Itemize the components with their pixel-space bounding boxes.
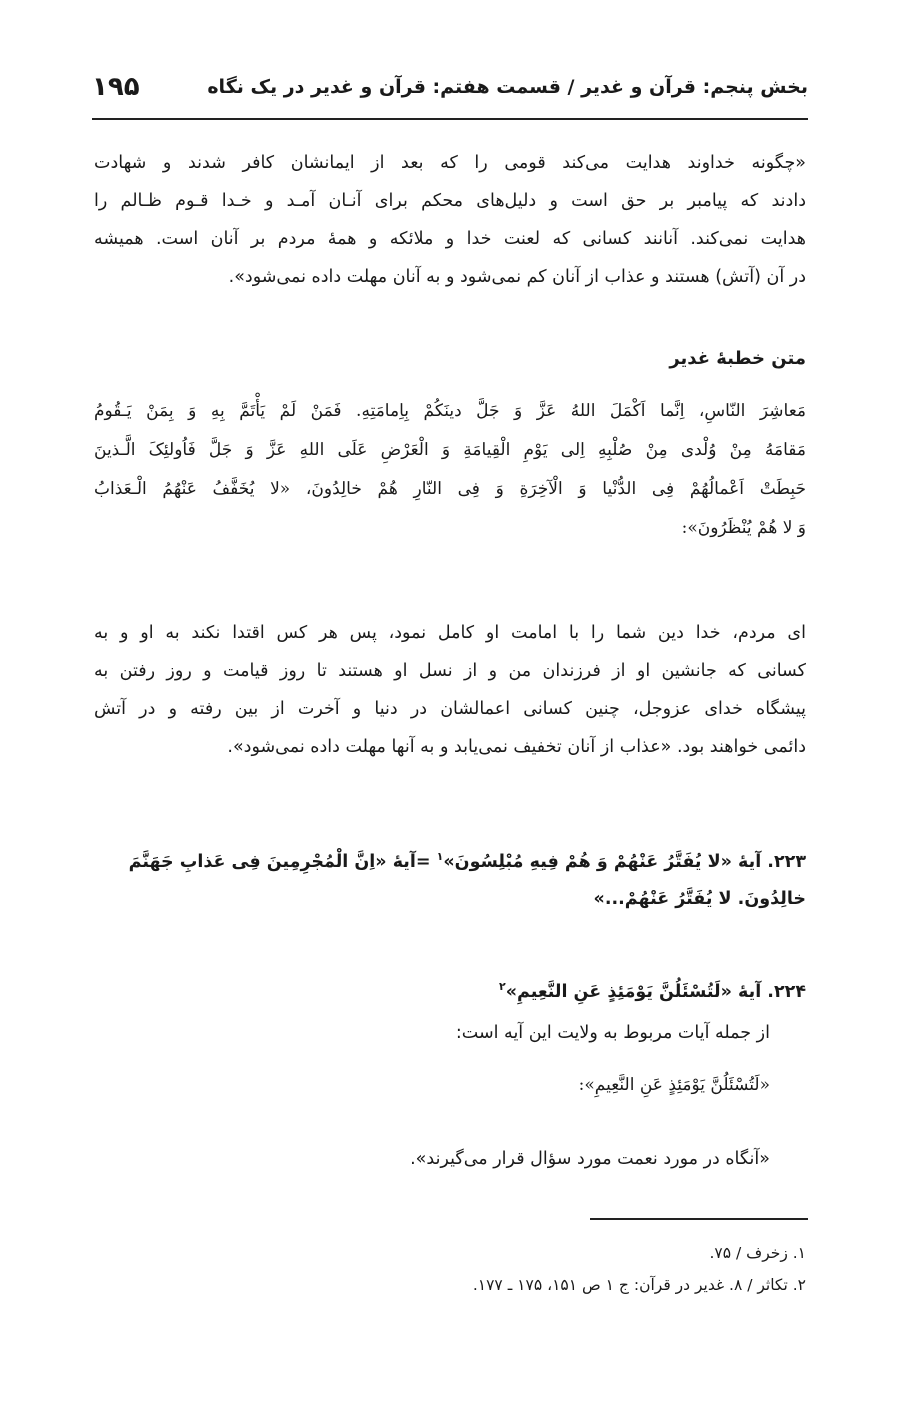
item-224-line: «آنگاه در مورد نعمت مورد سؤال قرار می‌گیرند». xyxy=(410,1149,770,1169)
item-224-ayah xyxy=(94,1066,770,1105)
item-224-heading xyxy=(94,966,806,1008)
footnote-ref: ۱ xyxy=(436,850,444,863)
section-heading: متن خطبهٔ غدیر xyxy=(669,348,806,369)
intro-line: دادند که پیامبر بر حق است و دلیل‌های محکم برای آنـان آمـد و خـدا قـوم ظـالم را xyxy=(94,191,806,211)
footnote-ref: ۲ xyxy=(498,980,506,993)
running-header xyxy=(92,72,808,112)
translation-line: ای مردم، خدا دین شما را با امامت او کامل نمود، پس هر کس اقتدا نکند به او و به xyxy=(94,623,806,643)
ayah-title: آیهٔ «لا یُفَتَّرُ عَنْهُمْ وَ هُمْ فِیهِ مُبْلِسُونَ» xyxy=(443,851,762,872)
item-number: ۲۲۳. xyxy=(767,851,806,872)
sermon-translation xyxy=(94,614,806,766)
item-224-body xyxy=(94,1014,770,1052)
item-224 xyxy=(94,966,806,1008)
arabic-line: مَقامَهُ مِنْ وُلْدی مِنْ صُلْبِهِ اِلی یَوْمِ الْقِیامَةِ وَ الْعَرْضِ عَلَی اللهِ عَزَّ وَ جَلَّ فَاُولئِکَ الَّـذینَ xyxy=(94,440,806,460)
item-223-line1 xyxy=(94,836,806,878)
intro-line: در آن (آتش) هستند و عذاب از آنان کم نمی‌شود و به آنان مهلت داده نمی‌شود». xyxy=(228,267,806,287)
intro-paragraph xyxy=(94,144,806,296)
translation-line: پیشگاه خدای عزوجل، چنین کسانی اعمالشان در دنیا و آخرت از بین رفته و در آتش xyxy=(94,699,806,719)
page-number: ۱۹۵ xyxy=(92,72,140,102)
intro-line: هدایت نمی‌کند. آنانند کسانی که لعنت خدا و ملائکه و همهٔ مردم بر آنان است. همیشه xyxy=(94,229,806,249)
running-header-title: بخش پنجم: قرآن و غدیر / قسمت هفتم: قرآن و غدیر در یک نگاه xyxy=(207,76,808,98)
ayah-equivalent: =آیهٔ «اِنَّ الْمُجْرِمِینَ فِی عَذابِ جَهَنَّمَ xyxy=(128,851,431,872)
ayah-title: آیهٔ «لَتُسْئَلُنَّ یَوْمَئِذٍ عَنِ النَّعِیمِ» xyxy=(505,981,762,1002)
sermon-arabic-text xyxy=(94,392,806,548)
footnote: ۱. زخرف / ۷۵. xyxy=(709,1244,806,1262)
arabic-line: وَ لا هُمْ یُنْظَرُونَ»: xyxy=(681,518,806,538)
footnote-divider xyxy=(590,1218,808,1220)
footnote: ۲. تکاثر / ۸. غدیر در قرآن: ج ۱ ص ۱۵۱، ۱۷۵ ـ ۱۷۷. xyxy=(472,1276,806,1294)
header-divider xyxy=(92,118,808,120)
item-224-line: «لَتُسْئَلُنَّ یَوْمَئِذٍ عَنِ النَّعِیمِ»: xyxy=(578,1075,770,1095)
item-224-line: از جمله آیات مربوط به ولایت این آیه است: xyxy=(455,1023,770,1043)
item-223-line2: خالِدُونَ. لا یُفَتَّرُ عَنْهُمْ...» xyxy=(593,889,806,909)
arabic-line: مَعاشِرَ النّاسِ، اِنَّما اَکْمَلَ اللهُ عَزَّ وَ جَلَّ دینَکُمْ بِاِمامَتِهِ. فَمَنْ لَمْ یَأْتَمَّ بِهِ وَ بِمَنْ یَـقُومُ xyxy=(94,401,806,421)
item-223 xyxy=(94,836,806,920)
item-224-translation xyxy=(94,1140,770,1178)
intro-line: «چگونه خداوند هدایت می‌کند قومی را که بعد از ایمانشان کافر شدند و شهادت xyxy=(94,153,806,173)
arabic-line: حَبِطَتْ اَعْمالُهُمْ فِی الدُّنْیا وَ الْآخِرَةِ وَ فِی النّارِ هُمْ خالِدُونَ، «لا یُخَفَّفُ عَنْهُمُ الْـعَذابُ xyxy=(94,479,806,499)
translation-line: کسانی که جانشین او از فرزندان من و از نسل او هستند تا روز قیامت و روز رفتن به xyxy=(94,661,806,681)
item-number: ۲۲۴. xyxy=(767,981,806,1002)
translation-line: دائمی خواهند بود. «عذاب از آنان تخفیف نمی‌یابد و به آنها مهلت داده نمی‌شود». xyxy=(227,737,806,757)
